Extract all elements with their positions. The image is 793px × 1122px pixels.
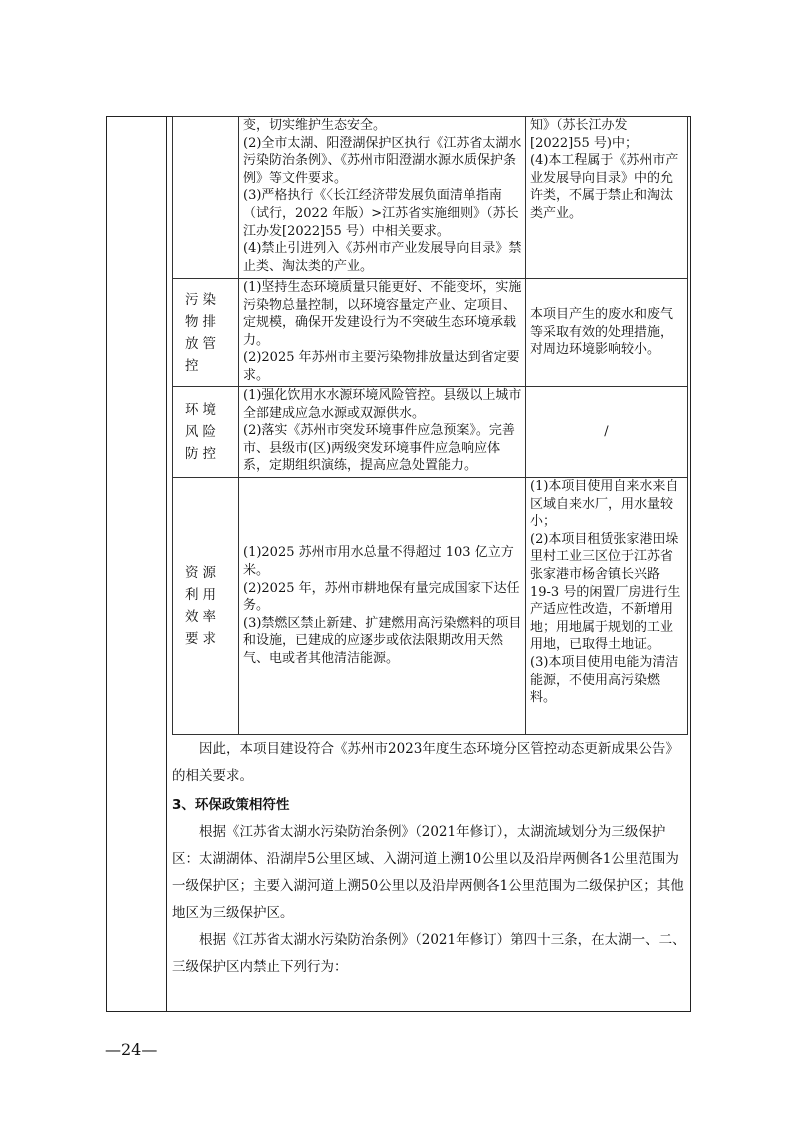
compliance-cell <box>526 117 688 279</box>
requirement-item: (4)禁止引进列入《苏州市产业发展导向目录》禁止类、淘汰类的产业。 <box>243 241 522 274</box>
category-cell: 污染物排放管控 <box>173 279 239 387</box>
compliance-item: (3)本项目使用电能为清洁能源，不使用高污染燃料。 <box>530 654 679 706</box>
requirement-item: (1)2025 苏州市用水总量不得超过 103 亿立方米。 <box>243 545 514 579</box>
category-cell-empty <box>173 117 239 279</box>
compliance-item: (1)本项目使用自来水来自区域自来水厂，用水量较小； <box>530 479 679 530</box>
requirement-item: (1)强化饮用水水源环境风险管控。县级以上城市全部建成应急水源或双源供水。 <box>243 388 522 421</box>
compliance-cell <box>526 478 688 735</box>
table-row-pollutant-control <box>173 279 688 387</box>
requirement-cell <box>239 117 526 279</box>
policy-paragraph: 根据《江苏省太湖水污染防治条例》（2021年修订）第四十三条，在太湖一、二、三级保护区内禁止下列行为： <box>172 932 686 975</box>
requirement-item: (2)落实《苏州市突发环境事件应急预案》。完善市、县级市(区)两级突发环境事件应急响应体系，定期组织演练，提高应急处置能力。 <box>243 423 515 474</box>
requirement-item: (3)严格执行《〈长江经济带发展负面清单指南（试行，2022 年版）>江苏省实施细则》（苏长江办发[2022]55 号）中相关要求。 <box>243 188 519 239</box>
section-heading: 3、环保政策相符性 <box>172 797 290 813</box>
requirement-cell <box>239 387 526 478</box>
table-row-resource-efficiency <box>173 478 688 735</box>
requirement-item: (2)全市太湖、阳澄湖保护区执行《江苏省太湖水污染防治条例》、《苏州市阳澄湖水源水质保护条例》等文件要求。 <box>243 135 522 186</box>
compliance-cell: / <box>526 387 688 478</box>
zoning-control-table <box>172 116 688 735</box>
requirement-item: (3)禁燃区禁止新建、扩建燃用高污染燃料的项目和设施，已建成的应逐步或依法限期改用天然气、电或者其他清洁能源。 <box>243 615 522 666</box>
conclusion-paragraph: 因此，本项目建设符合《苏州市2023年度生态环境分区管控动态更新成果公告》的相关要求。 <box>172 741 679 784</box>
compliance-item: (4)本工程属于《苏州市产业发展导向目录》中的允许类，不属于禁止和淘汰类产业。 <box>530 153 679 221</box>
category-cell: 资源利用效率要求 <box>173 478 239 735</box>
page-number: —24— <box>105 1040 158 1059</box>
table-row-risk-control <box>173 387 688 478</box>
requirement-item: (1)坚持生态环境质量只能更好、不能变坏，实施污染物总量控制，以环境容量定产业、定项目、定规模，确保开发建设行为不突破生态环境承载力。 <box>243 280 522 348</box>
requirement-cell <box>239 279 526 387</box>
compliance-item: 本项目产生的废水和废气等采取有效的处理措施，对周边环境影响较小。 <box>530 307 674 358</box>
outer-table-column-divider <box>166 116 167 1012</box>
requirement-item: 变，切实维护生态安全。 <box>243 118 387 133</box>
compliance-item: 知》（苏长江办发[2022]55 号)中； <box>530 118 638 151</box>
requirement-cell <box>239 478 526 735</box>
category-cell: 环境风险防控 <box>173 387 239 478</box>
policy-paragraph: 根据《江苏省太湖水污染防治条例》（2021年修订），太湖流域划分为三级保护区：太湖湖体、沿湖岸5公里区域、入湖河道上溯10公里以及沿岸两侧各1公里范围为一级保护区；主要入湖河道上溯50公里以及沿岸两侧各1公里范围为二级保护区；其他地区为三级保护区。 <box>172 824 684 921</box>
requirement-item: (2)2025 年苏州市主要污染物排放量达到省定要求。 <box>243 350 520 383</box>
requirement-item: (2)2025 年，苏州市耕地保有量完成国家下达任务。 <box>243 580 520 614</box>
table-row-spatial-constraint <box>173 117 688 279</box>
compliance-cell <box>526 279 688 387</box>
compliance-item: (2)本项目租赁张家港田垛里村工业三区位于江苏省张家港市杨舍镇长兴路 19-3 号的闲置厂房进行生产适应性改造，不新增用地；用地属于规划的工业用地，已取得土地证。 <box>530 531 681 653</box>
